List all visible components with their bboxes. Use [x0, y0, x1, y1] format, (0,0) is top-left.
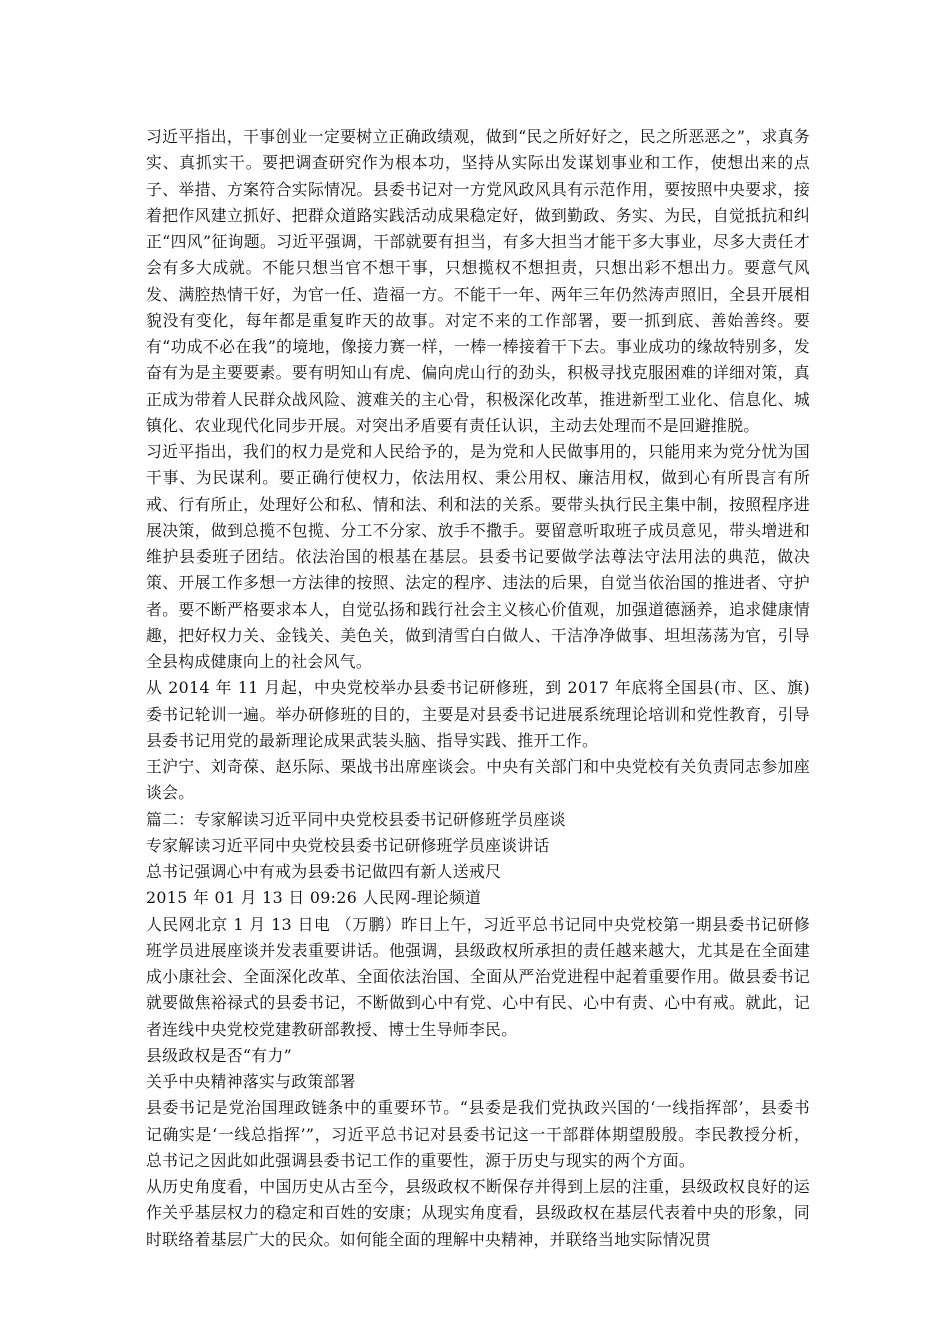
paragraph-power-use: 习近平指出，我们的权力是党和人民给予的，是为党和人民做事用的，只能用来为党分忧为国干事、为民谋利。要正确行使权力，依法用权、秉公用权、廉洁用权，做到心有所畏言有所戒、行有所止，处理好公和私、情和法、利和法的关系。要带头执行民主集中制，按照程序进展决策，做到总揽不包揽、分工不分家、放手不撒手。要留意听取班子成员意见，带头增进和维护县委班子团结。依法治国的根基在基层。县委书记要做学法尊法守法用法的典范，做决策、开展工作多想一方法律的按照、法定的程序、违法的后果，自觉当依治国的推进者、守护者。要不断严格要求本人，自觉弘扬和践行社会主义核心价值观，加强道德涵养，追求健康情趣，把好权力关、金钱关、美色关，做到清雪白白做人、干洁净净做事、坦坦荡荡为官，引导全县构成健康向上的社会风气。 [146, 442, 810, 671]
article-subtitle: 总书记强调心中有戒为县委书记做四有新人送戒尺 [146, 862, 502, 881]
subheading-central-policy: 关乎中央精神落实与政策部署 [146, 1072, 356, 1091]
section-heading: 篇二：专家解读习近平同中央党校县委书记研修班学员座谈 [146, 809, 566, 829]
paragraph-attendees: 王沪宁、刘奇葆、赵乐际、栗战书出席座谈会。中央有关部门和中央党校有关负责同志参加座谈会。 [146, 757, 810, 803]
paragraph-training-program: 从 2014 年 11 月起，中央党校举办县委书记研修班，到 2017 年底将全国县(市、区、旗)委书记轮训一遍。举办研修班的目的，主要是对县委书记进展系统理论培训和党性教育，引导县委书记用党的最新理论成果武装头脑、指导实践、推开工作。 [146, 678, 810, 750]
article-title: 专家解读习近平同中央党校县委书记研修班学员座谈讲话 [146, 835, 550, 855]
paragraph-history-reality: 从历史角度看，中国历史从古至今，县级政权不断保存并得到上层的注重，县级政权良好的运作关乎基层权力的稳定和百姓的安康；从现实角度看，县级政权在基层代表着中央的形象，同时联络着基层广大的民众。如何能全面的理解中央精神，并联络当地实际情况贯 [146, 1177, 810, 1249]
paragraph-work-ethic: 习近平指出，干事创业一定要树立正确政绩观，做到“民之所好好之，民之所恶恶之”，求真务实、真抓实干。要把调查研究作为根本功，坚持从实际出发谋划事业和工作，使想出来的点子、举措、方案符合实际情况。县委书记对一方党风政风具有示范作用，要按照中央要求，接着把作风建立抓好、把群众道路实践活动成果稳定好，做到勤政、务实、为民，自觉抵抗和纠正“四风”征询题。习近平强调，干部就要有担当，有多大担当才能干多大事业，尽多大责任才会有多大成就。不能只想当官不想干事，只想揽权不想担责，只想出彩不想出力。要意气风发、满腔热情干好，为官一任、造福一方。不能干一年、两年三年仍然涛声照旧，全县开展相貌没有变化，每年都是重复昨天的故事。对定不来的工作部署，要一抓到底、善始善终。要有“功成不必在我”的境地，像接力赛一样，一棒一棒接着干下去。事业成功的缘故特别多，发奋有为是主要要素。要有明知山有虎、偏向虎山行的劲头，积极寻找克服困难的详细对策，真正成为带着人民群众战风险、渡难关的主心骨，积极深化改革，推进新型工业化、信息化、城镇化、农业现代化同步开展。对突出矛盾要有责任认识，主动去处理而不是回避推脱。 [146, 127, 810, 435]
subheading-county-power: 县级政权是否“有力” [146, 1045, 293, 1065]
paragraph-county-secretary: 县委书记是党治国理政链条中的重要环节。“县委是我们党执政兴国的‘一线指挥部’，县委书记确实是‘一线总指挥’”，习近平总书记对县委书记这一干部群体期望殷殷。李民教授分析，总书记之因此如此强调县委书记工作的重要性，源于历史与现实的两个方面。 [146, 1098, 810, 1170]
document-body [146, 124, 810, 1253]
article-dateline: 2015 年 01 月 13 日 09:26 人民网-理论频道 [146, 888, 482, 908]
paragraph-news-lead: 人民网北京 1 月 13 日电 （万鹏）昨日上午，习近平总书记同中央党校第一期县委书记研修班学员进展座谈并发表重要讲话。他强调，县级政权所承担的责任越来越大，尤其是在全面建成小康社会、全面深化改革、全面依法治国、全面从严治党进程中起着重要作用。做县委书记就要做焦裕禄式的县委书记，不断做到心中有党、心中有民、心中有责、心中有戒。就此，记者连线中央党校党建教研部教授、博士生导师李民。 [146, 914, 810, 1039]
